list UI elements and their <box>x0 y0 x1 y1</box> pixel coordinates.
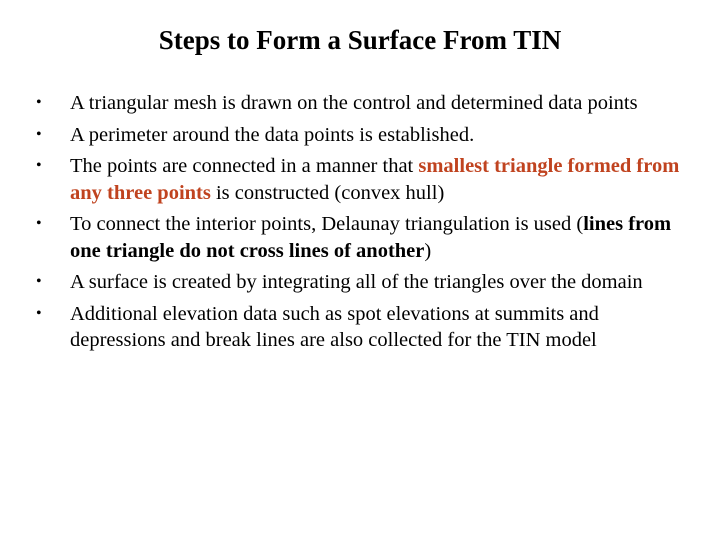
bullet-text-tail: ) <box>424 239 432 262</box>
bullet-text-tail: is constructed (convex hull) <box>210 181 445 204</box>
bullet-text: A perimeter around the data points is established. <box>70 123 475 146</box>
bullet-text: To connect the interior points, Delaunay triangulation is used ( <box>70 213 584 235</box>
bullet-dot: • <box>36 304 42 322</box>
highlighted-text: smallest triangle formed from any three points <box>70 155 680 204</box>
bullet-item-4 <box>36 211 686 264</box>
bullet-text: A triangular mesh is drawn on the control and determined data points <box>70 92 638 114</box>
bullet-text: Additional elevation data such as spot elevations at summits and depressions and break lines are also collected for the TIN model <box>70 302 599 351</box>
bullet-text: A surface is created by integrating all of the triangles over the domain <box>70 271 643 293</box>
bullet-text: The points are connected in a manner that <box>70 155 419 177</box>
bold-text: lines from one triangle do not cross lines of another <box>70 213 672 262</box>
bullet-dot: • <box>36 157 42 174</box>
bullet-item-5 <box>36 269 686 296</box>
bullet-dot: • <box>36 94 42 111</box>
bullet-dot: • <box>36 125 42 143</box>
slide-title: Steps to Form a Surface From TIN <box>158 25 562 55</box>
bullet-dot: • <box>36 273 42 290</box>
bullet-item-2 <box>36 122 686 149</box>
bullet-dot: • <box>36 215 42 232</box>
bullet-item-1 <box>36 90 686 117</box>
bullet-item-3 <box>36 153 686 206</box>
bullet-item-6 <box>36 301 686 354</box>
bullet-list <box>36 90 686 359</box>
